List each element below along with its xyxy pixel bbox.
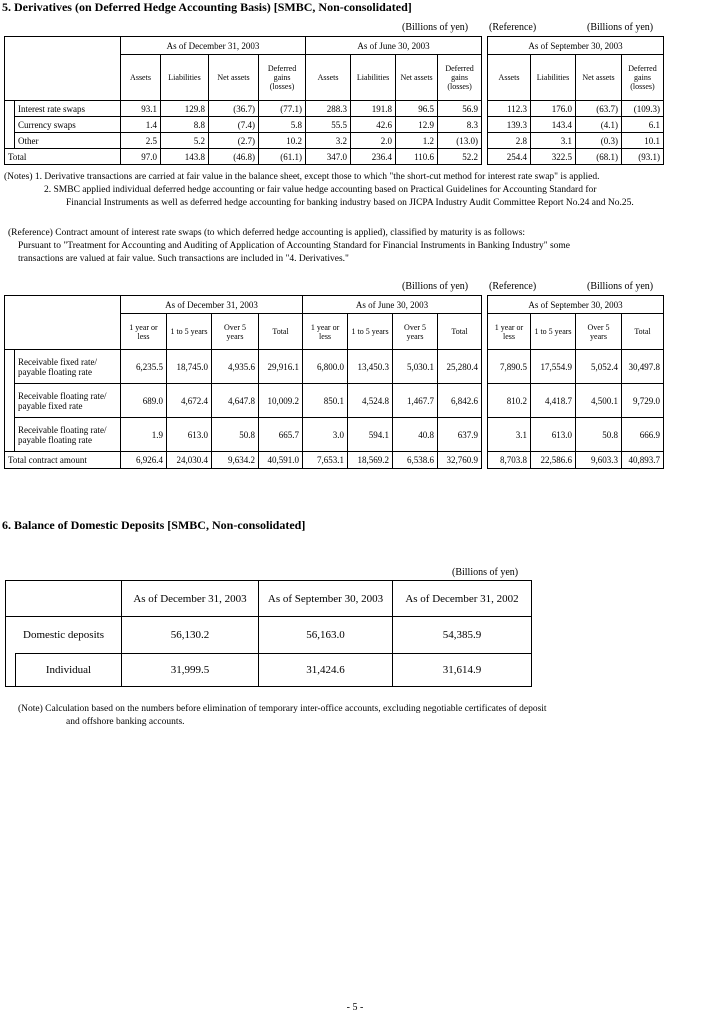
- reference-note-3: transactions are valued at fair value. Such transactions are included in "4. Derivatives.": [18, 254, 349, 264]
- value-cell: 613.0: [167, 418, 212, 452]
- value-cell: 594.1: [348, 418, 393, 452]
- value-cell: (36.7): [209, 101, 259, 117]
- value-cell: 4,418.7: [531, 384, 576, 418]
- value-cell: 18,569.2: [348, 452, 393, 469]
- table-cell: Total: [438, 314, 482, 350]
- value-cell: 4,524.8: [348, 384, 393, 418]
- value-cell: 18,745.0: [167, 350, 212, 384]
- value-cell: 6,235.5: [121, 350, 167, 384]
- table-row-total: [5, 149, 482, 165]
- table-cell: Total: [622, 314, 664, 350]
- derivatives-note-1: (Notes) 1. Derivative transactions are carried at fair value in the balance sheet, except those to which "the short-cut method for interest rate swap" is applied.: [4, 172, 600, 182]
- value-cell: 42.6: [351, 117, 396, 133]
- value-cell: 1.4: [121, 117, 161, 133]
- deposits-note-2: and offshore banking accounts.: [66, 717, 185, 727]
- value-cell: (93.1): [622, 149, 664, 165]
- value-cell: 6,800.0: [303, 350, 348, 384]
- value-cell: 25,280.4: [438, 350, 482, 384]
- value-cell: 24,030.4: [167, 452, 212, 469]
- value-cell: (0.3): [576, 133, 622, 149]
- col-deferred: Deferred gains (losses): [259, 55, 306, 101]
- col-sep2003: As of September 30, 2003: [259, 581, 393, 617]
- value-cell: 1,467.7: [393, 384, 438, 418]
- table-row: [488, 350, 664, 384]
- table-cell: 1 to 5 years: [531, 314, 576, 350]
- swaps-table-reference: [487, 295, 664, 469]
- table-cell: Total: [5, 149, 121, 165]
- section5-unit-right: (Billions of yen): [587, 22, 654, 33]
- table-row: [488, 384, 664, 418]
- value-cell: 254.4: [488, 149, 531, 165]
- col-liabilities: Liabilities: [161, 55, 209, 101]
- value-cell: 97.0: [121, 149, 161, 165]
- col-deferred: Deferred gains (losses): [438, 55, 482, 101]
- period-header-dec2003: As of December 31, 2003: [121, 37, 306, 55]
- value-cell: 2.5: [121, 133, 161, 149]
- col-dec2002: As of December 31, 2002: [393, 581, 532, 617]
- table-cell: Receivable floating rate/ payable fixed rate: [15, 384, 121, 418]
- value-cell: 3.1: [488, 418, 531, 452]
- value-cell: 6.1: [622, 117, 664, 133]
- value-cell: 52.2: [438, 149, 482, 165]
- table-row: [488, 117, 664, 133]
- value-cell: 9,634.2: [212, 452, 259, 469]
- period-header-sep2003: As of September 30, 2003: [488, 37, 664, 55]
- table-cell: 1 to 5 years: [167, 314, 212, 350]
- col-liabilities: Liabilities: [351, 55, 396, 101]
- value-cell: 30,497.8: [622, 350, 664, 384]
- value-cell: 10.1: [622, 133, 664, 149]
- derivatives-note-2-cont: Financial Instruments as well as deferred hedge accounting for banking industry based on JICPA Industry Audit Committee Report No.24 and No.25.: [66, 198, 634, 208]
- value-cell: 4,672.4: [167, 384, 212, 418]
- table-cell: Total: [259, 314, 303, 350]
- table-cell: Receivable floating rate/ payable floating rate: [15, 418, 121, 452]
- table-cell: 1 to 5 years: [348, 314, 393, 350]
- value-cell: 6,842.6: [438, 384, 482, 418]
- value-cell: 176.0: [531, 101, 576, 117]
- value-cell: 850.1: [303, 384, 348, 418]
- period-header-sep2003: As of September 30, 2003: [488, 296, 664, 314]
- value-cell: 5,030.1: [393, 350, 438, 384]
- table-row: [5, 350, 482, 384]
- table-cell: [5, 418, 15, 452]
- value-cell: 9,603.3: [576, 452, 622, 469]
- reference-note-2: Pursuant to "Treatment for Accounting and Auditing of Application of Accounting Standard for Financial Instruments in Banking Industry" some: [18, 241, 570, 251]
- swaps-unit-left: (Billions of yen): [402, 281, 469, 292]
- table-cell: 1 year or less: [303, 314, 348, 350]
- value-cell: 613.0: [531, 418, 576, 452]
- section6-unit: (Billions of yen): [452, 567, 519, 578]
- value-cell: 12.9: [396, 117, 438, 133]
- value-cell: 93.1: [121, 101, 161, 117]
- value-cell: 10.2: [259, 133, 306, 149]
- value-cell: 40,893.7: [622, 452, 664, 469]
- value-cell: 17,554.9: [531, 350, 576, 384]
- table-cell: Over 5 years: [212, 314, 259, 350]
- section5-title: 5. Derivatives (on Deferred Hedge Accounting Basis) [SMBC, Non-consolidated]: [2, 0, 412, 14]
- value-cell: 5.8: [259, 117, 306, 133]
- deposits-note-1: (Note) Calculation based on the numbers before elimination of temporary inter-office accounts, excluding negotiable certificates of deposit: [18, 704, 547, 714]
- period-header-dec2003: As of December 31, 2003: [121, 296, 303, 314]
- table-cell: Interest rate swaps: [15, 101, 121, 117]
- table-row-total: [488, 452, 664, 469]
- page-number: - 5 -: [346, 1002, 364, 1013]
- reference-note-1: (Reference) Contract amount of interest rate swaps (to which deferred hedge accounting is applied), classified by maturity is as follows:: [8, 228, 526, 238]
- table-cell: Other: [15, 133, 121, 149]
- value-cell: 110.6: [396, 149, 438, 165]
- value-cell: 143.4: [531, 117, 576, 133]
- table-cell: 54,385.9: [393, 617, 532, 654]
- value-cell: 4,935.6: [212, 350, 259, 384]
- value-cell: (4.1): [576, 117, 622, 133]
- table-cell: 1 year or less: [488, 314, 531, 350]
- table-row-total: [488, 149, 664, 165]
- table-cell: Over 5 years: [393, 314, 438, 350]
- value-cell: 810.2: [488, 384, 531, 418]
- col-assets: Assets: [306, 55, 351, 101]
- table-cell: 56,130.2: [122, 617, 259, 654]
- value-cell: (61.1): [259, 149, 306, 165]
- value-cell: 1.2: [396, 133, 438, 149]
- table-cell: Over 5 years: [576, 314, 622, 350]
- table-cell: Deferred gains (losses): [622, 55, 664, 101]
- value-cell: 666.9: [622, 418, 664, 452]
- value-cell: 2.8: [488, 133, 531, 149]
- table-row: [6, 617, 532, 654]
- value-cell: 129.8: [161, 101, 209, 117]
- value-cell: (68.1): [576, 149, 622, 165]
- table-row: [5, 101, 482, 117]
- table-cell: [5, 101, 15, 117]
- col-net-assets: Net assets: [209, 55, 259, 101]
- value-cell: (46.8): [209, 149, 259, 165]
- value-cell: 347.0: [306, 149, 351, 165]
- value-cell: 8,703.8: [488, 452, 531, 469]
- value-cell: (13.0): [438, 133, 482, 149]
- table-row: [6, 654, 532, 687]
- swaps-reference-label: (Reference): [489, 281, 537, 292]
- value-cell: 6,926.4: [121, 452, 167, 469]
- deposits-table: [5, 580, 532, 687]
- value-cell: 4,500.1: [576, 384, 622, 418]
- row-label-individual: Individual: [16, 654, 122, 687]
- col-net-assets: Net assets: [396, 55, 438, 101]
- value-cell: 5,052.4: [576, 350, 622, 384]
- value-cell: 112.3: [488, 101, 531, 117]
- period-header-jun2003: As of June 30, 2003: [306, 37, 482, 55]
- value-cell: 665.7: [259, 418, 303, 452]
- value-cell: 9,729.0: [622, 384, 664, 418]
- value-cell: (77.1): [259, 101, 306, 117]
- value-cell: 322.5: [531, 149, 576, 165]
- table-row: [5, 418, 482, 452]
- table-row: [5, 117, 482, 133]
- section6-title: 6. Balance of Domestic Deposits [SMBC, Non-consolidated]: [2, 518, 306, 532]
- derivatives-table-main: [4, 36, 482, 165]
- table-cell: [5, 384, 15, 418]
- table-cell: 31,424.6: [259, 654, 393, 687]
- table-cell: [5, 133, 15, 149]
- value-cell: 5.2: [161, 133, 209, 149]
- value-cell: 2.0: [351, 133, 396, 149]
- period-header-jun2003: As of June 30, 2003: [303, 296, 482, 314]
- value-cell: 29,916.1: [259, 350, 303, 384]
- table-row: [488, 133, 664, 149]
- corner-cell: [5, 37, 121, 101]
- value-cell: 40,591.0: [259, 452, 303, 469]
- table-cell: Net assets: [576, 55, 622, 101]
- table-cell: [5, 350, 15, 384]
- corner-cell: [6, 581, 122, 617]
- table-cell: 1 year or less: [121, 314, 167, 350]
- table-cell: 31,999.5: [122, 654, 259, 687]
- col-dec2003: As of December 31, 2003: [122, 581, 259, 617]
- table-cell: 56,163.0: [259, 617, 393, 654]
- table-row-total: [5, 452, 482, 469]
- derivatives-note-2: 2. SMBC applied individual deferred hedge accounting or fair value hedge accounting based on Practical Guidelines for Accounting Standard for: [44, 185, 597, 195]
- value-cell: 40.8: [393, 418, 438, 452]
- table-cell: Currency swaps: [15, 117, 121, 133]
- value-cell: (63.7): [576, 101, 622, 117]
- derivatives-table-reference: [487, 36, 664, 165]
- value-cell: 6,538.6: [393, 452, 438, 469]
- table-row: [5, 384, 482, 418]
- table-row: [488, 418, 664, 452]
- value-cell: 3.1: [531, 133, 576, 149]
- table-cell: Total contract amount: [5, 452, 121, 469]
- value-cell: 4,647.8: [212, 384, 259, 418]
- value-cell: 50.8: [576, 418, 622, 452]
- corner-cell: [5, 296, 121, 350]
- table-cell: Assets: [488, 55, 531, 101]
- value-cell: 96.5: [396, 101, 438, 117]
- table-row: [5, 133, 482, 149]
- value-cell: (109.3): [622, 101, 664, 117]
- value-cell: 55.5: [306, 117, 351, 133]
- table-cell: [5, 117, 15, 133]
- table-row: [488, 101, 664, 117]
- swaps-unit-right: (Billions of yen): [587, 281, 654, 292]
- value-cell: (7.4): [209, 117, 259, 133]
- table-cell: [6, 654, 16, 687]
- value-cell: 288.3: [306, 101, 351, 117]
- value-cell: 7,890.5: [488, 350, 531, 384]
- section5-unit-left: (Billions of yen): [402, 22, 469, 33]
- col-assets: Assets: [121, 55, 161, 101]
- value-cell: 637.9: [438, 418, 482, 452]
- value-cell: 191.8: [351, 101, 396, 117]
- value-cell: 236.4: [351, 149, 396, 165]
- table-cell: Liabilities: [531, 55, 576, 101]
- value-cell: 3.0: [303, 418, 348, 452]
- table-cell: 31,614.9: [393, 654, 532, 687]
- value-cell: 32,760.9: [438, 452, 482, 469]
- table-cell: Receivable fixed rate/ payable floating rate: [15, 350, 121, 384]
- value-cell: 8.3: [438, 117, 482, 133]
- value-cell: 139.3: [488, 117, 531, 133]
- value-cell: 13,450.3: [348, 350, 393, 384]
- value-cell: 3.2: [306, 133, 351, 149]
- section5-reference-label: (Reference): [489, 22, 537, 33]
- value-cell: 22,586.6: [531, 452, 576, 469]
- value-cell: 1.9: [121, 418, 167, 452]
- value-cell: 8.8: [161, 117, 209, 133]
- value-cell: 56.9: [438, 101, 482, 117]
- value-cell: 689.0: [121, 384, 167, 418]
- swaps-table-main: [4, 295, 482, 469]
- value-cell: 143.8: [161, 149, 209, 165]
- row-label-domestic: Domestic deposits: [6, 617, 122, 654]
- value-cell: 7,653.1: [303, 452, 348, 469]
- value-cell: (2.7): [209, 133, 259, 149]
- value-cell: 50.8: [212, 418, 259, 452]
- value-cell: 10,009.2: [259, 384, 303, 418]
